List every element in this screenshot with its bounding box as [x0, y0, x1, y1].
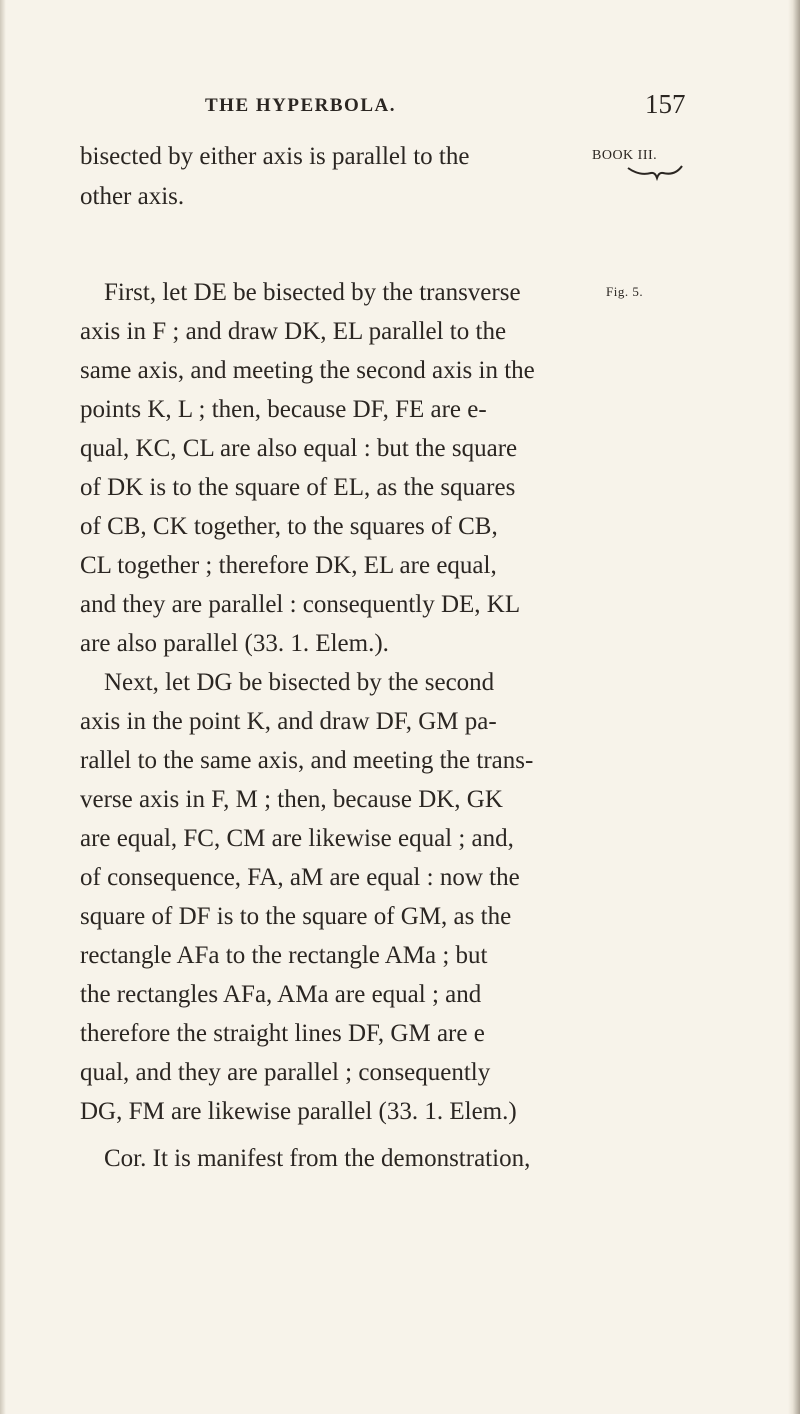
- body-line-8: of DK is to the square of EL, as the squares: [80, 474, 516, 501]
- body-line-25: Cor. It is manifest from the demonstration,: [104, 1145, 531, 1172]
- body-line-7: qual, KC, CL are also equal : but the square: [80, 435, 518, 462]
- body-line-12: are also parallel (33. 1. Elem.).: [80, 630, 389, 657]
- page-edge-left: [0, 0, 6, 1414]
- page-edge-right: [788, 0, 800, 1414]
- brace-ornament-icon: [625, 163, 685, 183]
- body-line-24: DG, FM are likewise parallel (33. 1. Elem.): [80, 1098, 517, 1125]
- body-line-6: points K, L ; then, because DF, FE are e-: [80, 396, 487, 423]
- margin-figure-label: Fig. 5.: [606, 284, 644, 299]
- body-line-10: CL together ; therefore DK, EL are equal,: [80, 552, 497, 579]
- body-line-23: qual, and they are parallel ; consequently: [80, 1059, 491, 1086]
- running-head: [0, 89, 800, 131]
- body-line-14: axis in the point K, and draw DF, GM pa-: [80, 708, 497, 735]
- body-line-20: rectangle AFa to the rectangle AMa ; but: [80, 942, 488, 969]
- body-line-9: of CB, CK together, to the squares of CB,: [80, 513, 498, 540]
- body-line-2: other axis.: [80, 183, 185, 210]
- body-line-13: Next, let DG be bisected by the second: [104, 669, 495, 696]
- margin-book-label: BOOK III.: [592, 148, 658, 163]
- body-line-21: the rectangles AFa, AMa are equal ; and: [80, 981, 482, 1008]
- body-line-4: axis in F ; and draw DK, EL parallel to the: [80, 318, 507, 345]
- page-number: 157: [645, 89, 686, 119]
- body-line-15: rallel to the same axis, and meeting the trans-: [80, 747, 534, 774]
- body-line-1: bisected by either axis is parallel to the: [80, 143, 470, 170]
- body-line-17: are equal, FC, CM are likewise equal ; and,: [80, 825, 514, 852]
- body-line-16: verse axis in F, M ; then, because DK, GK: [80, 786, 503, 813]
- running-head-title: THE HYPERBOLA.: [205, 95, 396, 116]
- body-line-22: therefore the straight lines DF, GM are e: [80, 1020, 485, 1047]
- body-line-11: and they are parallel : consequently DE, KL: [80, 591, 521, 618]
- body-line-18: of consequence, FA, aM are equal : now the: [80, 864, 520, 891]
- body-line-19: square of DF is to the square of GM, as the: [80, 903, 512, 930]
- body-line-5: same axis, and meeting the second axis in the: [80, 357, 535, 384]
- body-line-3: First, let DE be bisected by the transverse: [104, 279, 521, 306]
